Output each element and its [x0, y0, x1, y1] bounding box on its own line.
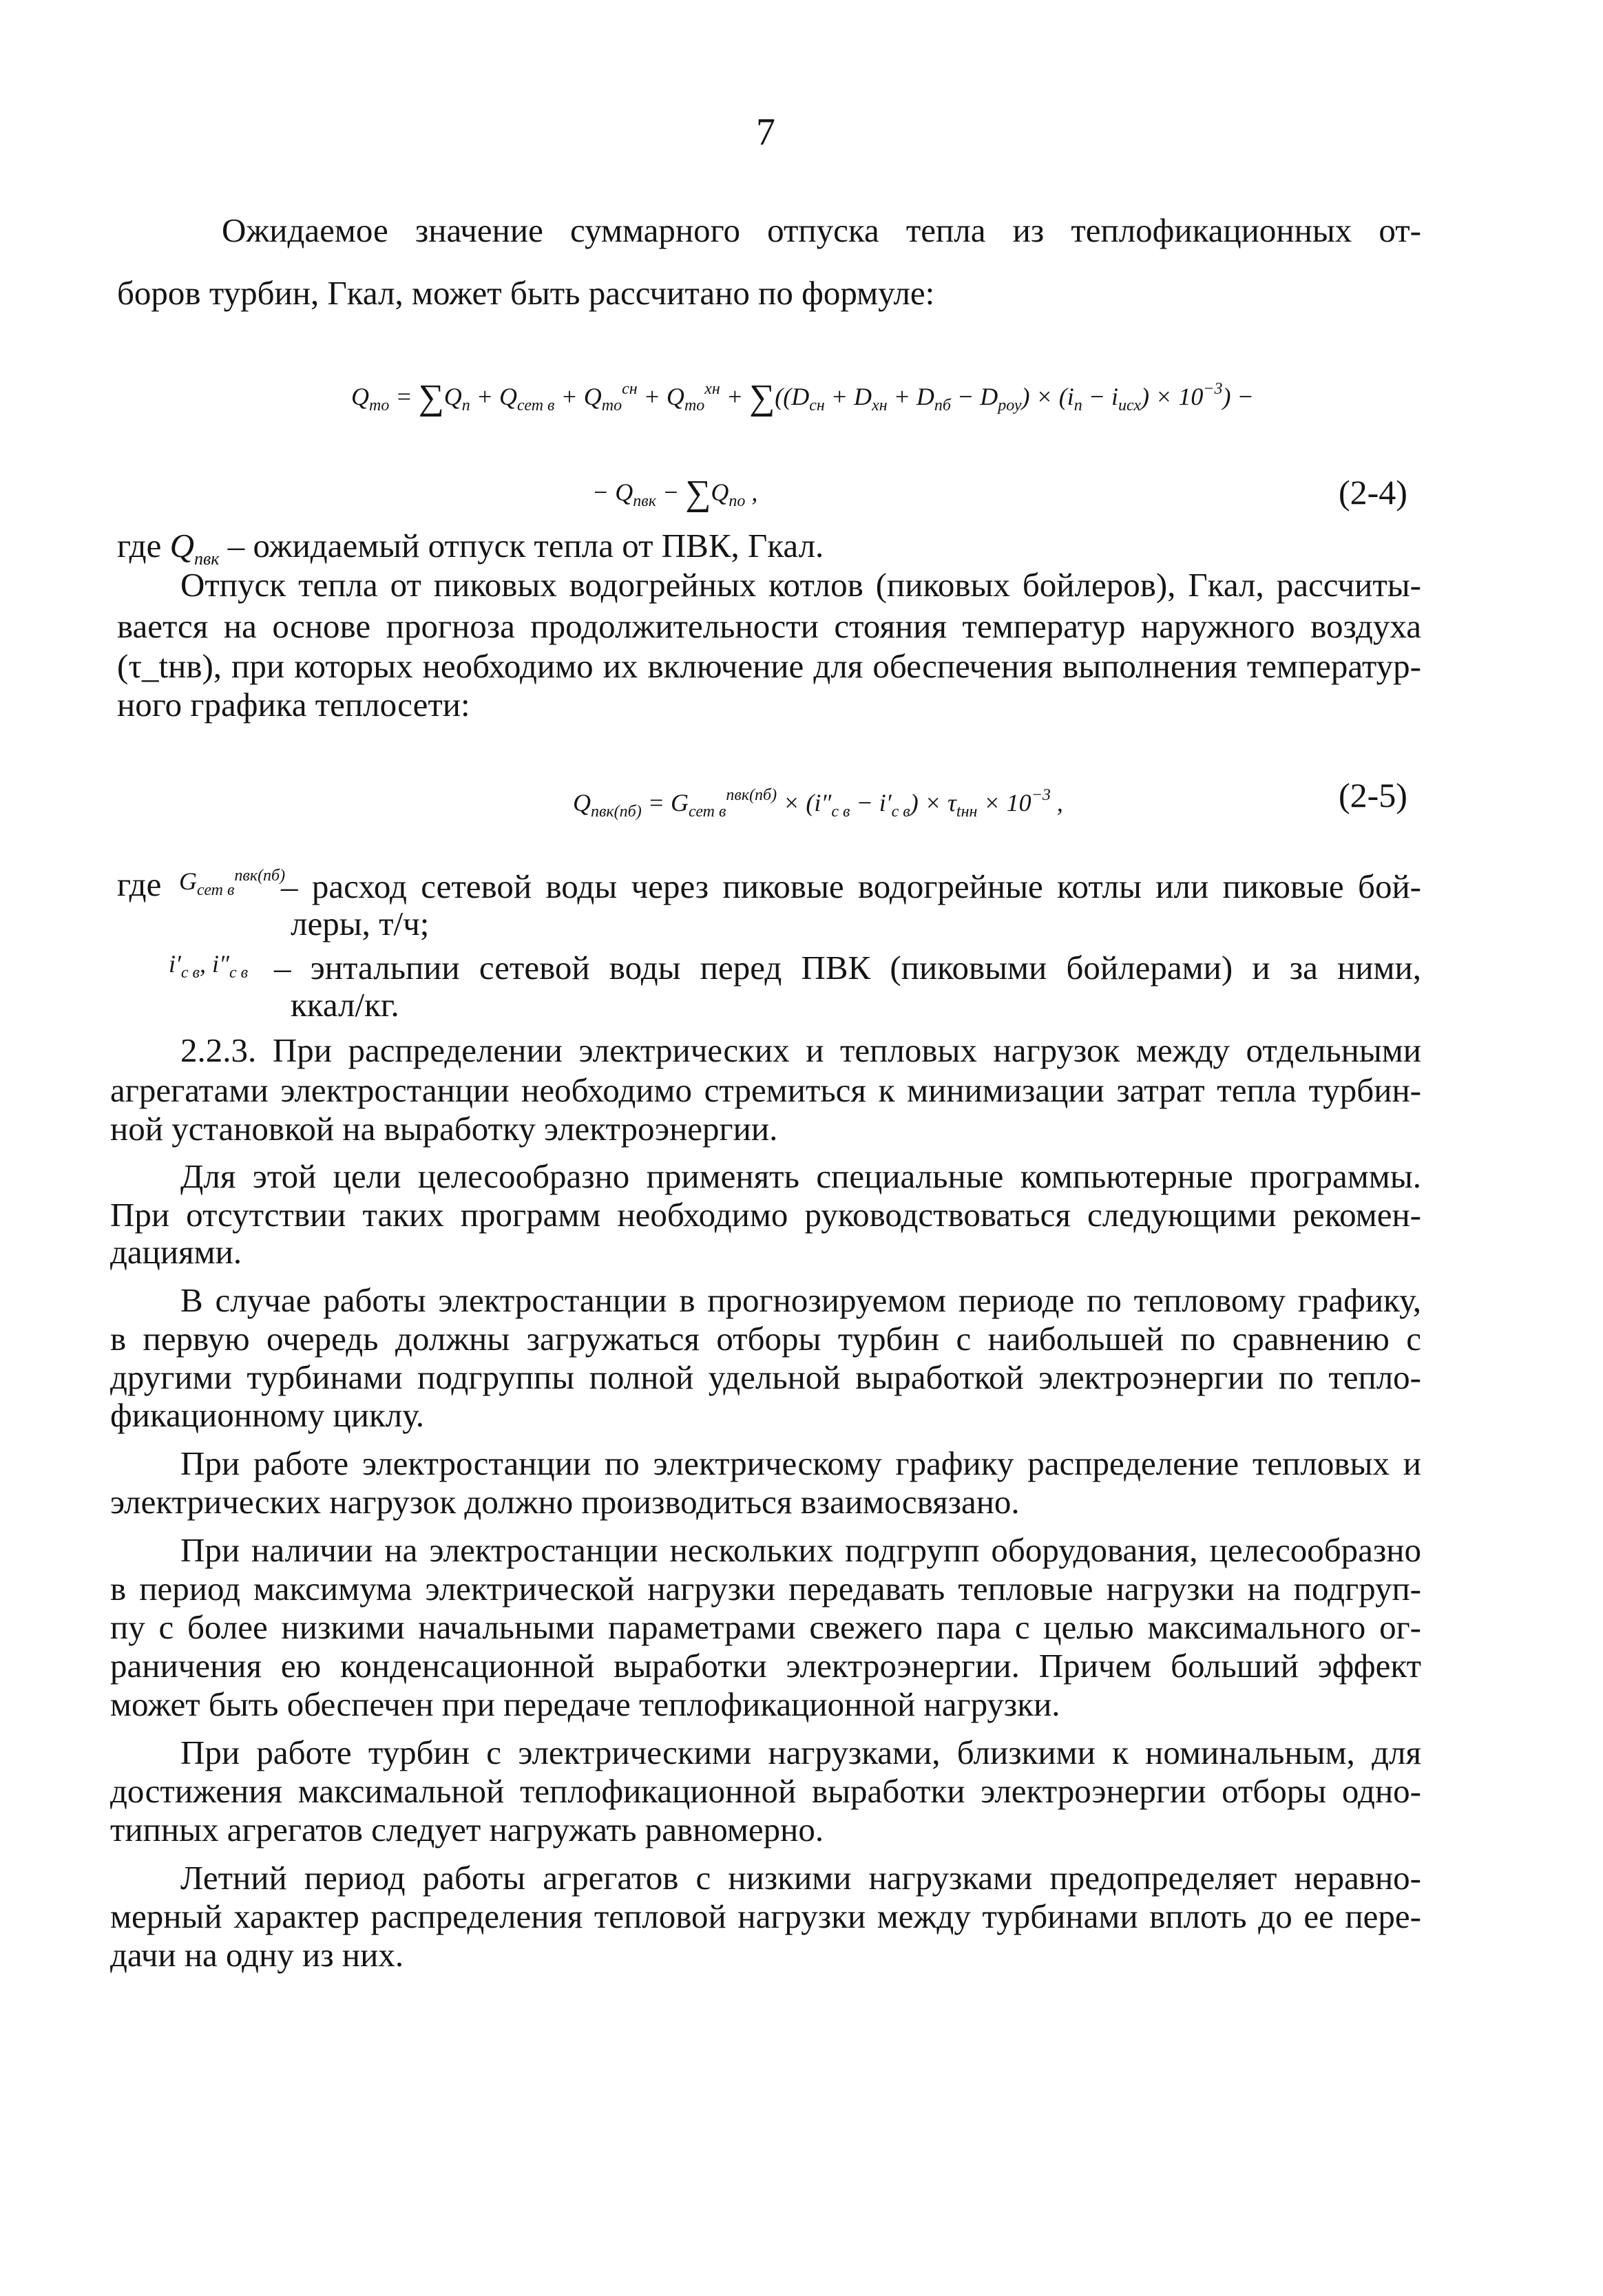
- formula-2-5: $Q_{пвк(пб)} = G_{сет в}^{пвк(пб)} \times (i''_{с в} - i'_{с в}) \times \tau_{tнн} \times 10^{-3}$ ,: [573, 786, 1063, 821]
- page-number: 7: [756, 111, 775, 154]
- para-thermal-line-3: другими турбинами подгруппы полной удельной выработкой электроэнергии по тепло-: [110, 1358, 1421, 1396]
- para-programs-line-1: Для этой цели целесообразно применять специальные компьютерные программы.: [180, 1157, 1421, 1195]
- para-peak-line-3: (τ_tнв), при которых необходимо их включение для обеспечения выполнения температур-: [117, 647, 1421, 685]
- where-2-5-prefix: где: [117, 865, 162, 903]
- where-2-5-item2-line-1: – энтальпии сетевой воды перед ПВК (пиковыми бойлерами) и за ними,: [274, 949, 1421, 987]
- para-electric-line-1: При работе электростанции по электрическому графику распределение тепловых и: [180, 1444, 1421, 1482]
- intro-line-2: боров турбин, Гкал, может быть рассчитано по формуле:: [117, 274, 935, 312]
- para-programs-line-2: При отсутствии таких программ необходимо руководствоваться следующими рекомен-: [110, 1196, 1421, 1234]
- para-thermal-line-4: фикационному циклу.: [110, 1396, 425, 1434]
- para-subgroups-line-4: раничения ею конденсационной выработки электроэнергии. Причем больший эффект: [110, 1647, 1421, 1685]
- formula-2-4-line-1: $Q_{то} = \sum Q_п + Q_{сет в} + Q_{то}^{сн} + Q_{то}^{хн} + \sum((D_{сн} + D_{хн} + D_{пб} - D_{роу}) \times (i_п - i_{исх}) \times 10^{-3})$ −: [351, 378, 1254, 417]
- para-summer-line-3: дачи на одну из них.: [110, 1936, 404, 1974]
- where-2-5-item2-symbol: $i'_{с в}$, $i''_{с в}$: [169, 950, 249, 982]
- section-223-line-1: 2.2.3. При распределении электрических и тепловых нагрузок между отдельными: [180, 1031, 1421, 1069]
- formula-2-4-line-2: − $Q_{пвк} - \sum Q_{по}$ ,: [592, 474, 758, 513]
- para-programs-line-3: дациями.: [110, 1233, 242, 1271]
- where-2-4: где $Q_{пвк}$ – ожидаемый отпуск тепла от ПВК, Гкал.: [117, 527, 824, 569]
- where-2-5-item1-line-1: – расход сетевой воды через пиковые водогрейные котлы или пиковые бой-: [281, 867, 1421, 905]
- para-summer-line-2: мерный характер распределения тепловой нагрузки между турбинами вплоть до ее пере-: [110, 1897, 1421, 1935]
- para-subgroups-line-3: пу с более низкими начальными параметрами свежего пара с целью максимального ог-: [110, 1608, 1421, 1646]
- para-thermal-line-2: в первую очередь должны загружаться отборы турбин с наибольшей по сравнению с: [110, 1320, 1421, 1358]
- para-subgroups-line-2: в период максимума электрической нагрузки передавать тепловые нагрузки на подгруп-: [110, 1570, 1421, 1608]
- where-2-5-item1-symbol: $G_{сет в}^{пвк(пб)}$: [179, 867, 286, 900]
- para-subgroups-line-1: При наличии на электростанции нескольких подгрупп оборудования, целесообразно: [180, 1531, 1421, 1569]
- para-electric-line-2: электрических нагрузок должно производиться взаимосвязано.: [110, 1483, 1020, 1521]
- para-summer-line-1: Летний период работы агрегатов с низкими нагрузками предопределяет неравно-: [180, 1859, 1421, 1897]
- para-peak-line-1: Отпуск тепла от пиковых водогрейных котлов (пиковых бойлеров), Гкал, рассчиты-: [180, 566, 1421, 604]
- where-2-5-item2-line-2: ккал/кг.: [291, 986, 399, 1024]
- where-2-5-item1-line-2: леры, т/ч;: [291, 905, 430, 942]
- section-223-line-2: агрегатами электростанции необходимо стремиться к минимизации затрат тепла турбин-: [110, 1071, 1421, 1109]
- para-nominal-line-2: достижения максимальной теплофикационной выработки электроэнергии отборы одно-: [110, 1772, 1421, 1810]
- para-peak-line-2: вается на основе прогноза продолжительности стояния температур наружного воздуха: [117, 607, 1421, 645]
- equation-number-2-4: (2-4): [1339, 473, 1407, 512]
- para-thermal-line-1: В случае работы электростанции в прогнозируемом периоде по тепловому графику,: [180, 1281, 1421, 1319]
- para-nominal-line-1: При работе турбин с электрическими нагрузками, близкими к номинальным, для: [180, 1734, 1421, 1771]
- equation-number-2-5: (2-5): [1339, 776, 1407, 814]
- para-nominal-line-3: типных агрегатов следует нагружать равномерно.: [110, 1811, 824, 1849]
- para-peak-line-4: ного графика теплосети:: [117, 686, 470, 724]
- para-subgroups-line-5: может быть обеспечен при передаче теплофикационной нагрузки.: [110, 1685, 1060, 1723]
- section-223-line-3: ной установкой на выработку электроэнергии.: [110, 1110, 778, 1148]
- intro-line-1: Ожидаемое значение суммарного отпуска тепла из теплофикационных от-: [222, 211, 1421, 249]
